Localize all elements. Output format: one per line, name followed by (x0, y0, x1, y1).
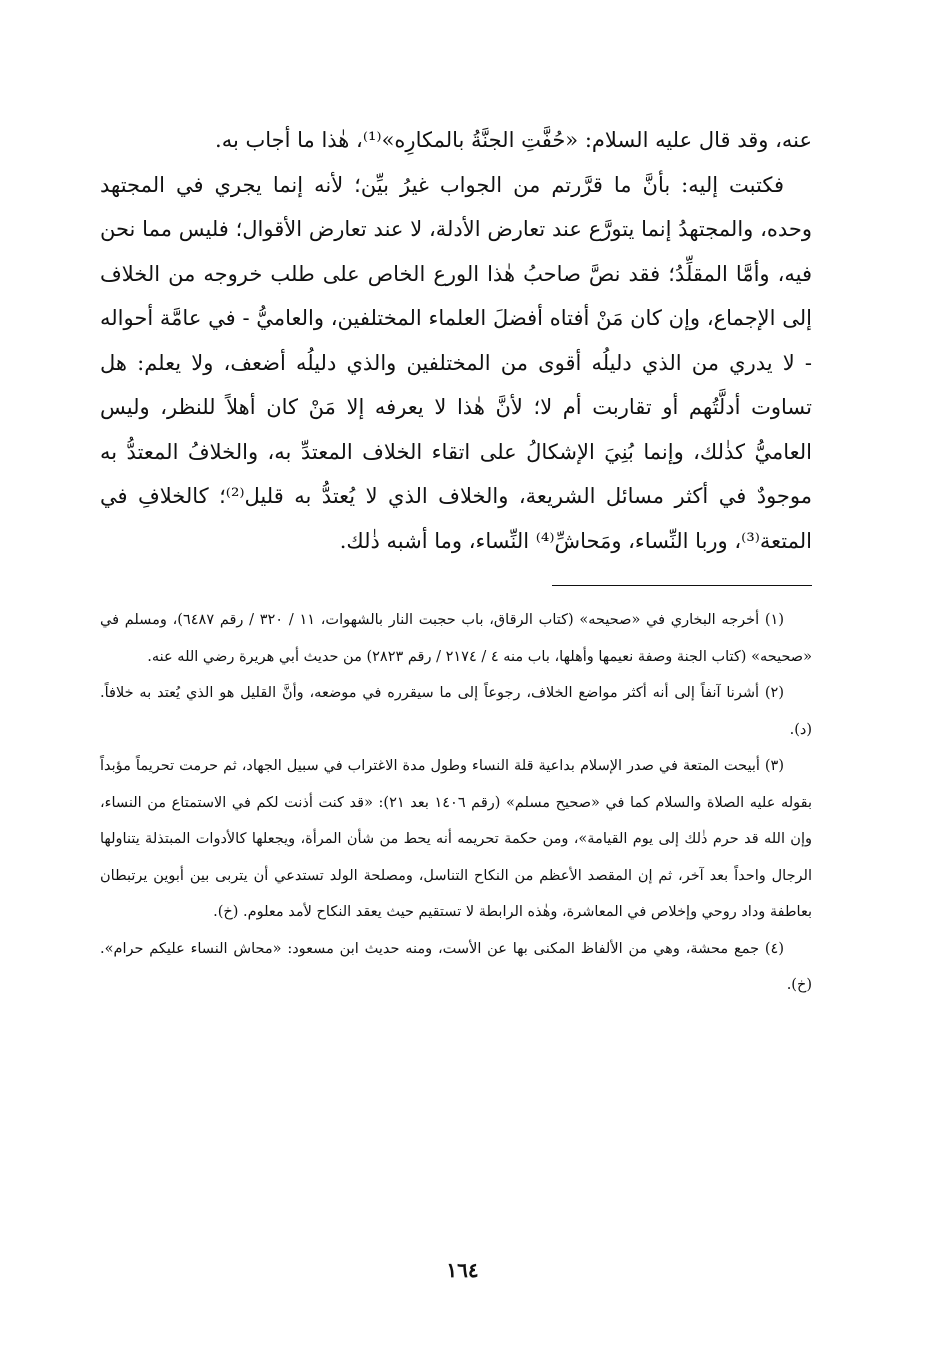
page-content (100, 118, 812, 1004)
body-paragraph-1: عنه، وقد قال عليه السلام: «حُفَّتِ الجنَّةُ بالمكارِه»⁽¹⁾، هٰذا ما أجاب به. (215, 128, 812, 152)
body-paragraph-2: فكتبت إليه: بأنَّ ما قرَّرتم من الجواب غيرُ بيِّن؛ لأنه إنما يجري في المجتهد وحده، والمجتهدُ إنما يتورَّع عند تعارض الأدلة، لا عند تعارض الأقوال؛ فليس مما نحن فيه، وأمَّا المقلِّدُ؛ فقد نصَّ صاحبُ هٰذا الورع الخاص على طلب خروجه من الخلاف إلى الإجماع، وإن كان مَنْ أفتاه أفضلَ العلماء المختلفين، والعاميُّ - في عامَّة أحواله - لا يدري من الذي دليلُه أقوى من المختلفين والذي دليلُه أضعف، ولا يعلم: هل تساوت أدلَّتُهم أو تقاربت أم لا؛ لأنَّ هٰذا لا يعرفه إلا مَنْ كان أهلاً للنظر، وليس العاميُّ كذٰلك، وإنما بُنِيَ الإشكالُ على اتقاء الخلاف المعتدِّ به، والخلافُ المعتدُّ به موجودٌ في أكثر مسائل الشريعة، والخلاف الذي لا يُعتدُّ به قليل⁽²⁾؛ كالخلافِ في المتعة⁽³⁾، وربا النِّساء، ومَحاشِّ⁽⁴⁾ النِّساء، وما أشبه ذٰلك. (100, 172, 812, 553)
page-number: ١٦٤ (446, 1258, 479, 1282)
footnote-separator (552, 585, 812, 586)
footnote-4: (٤) جمع محشة، وهي من الألفاظ المكنى بها عن الأست، ومنه حديث ابن مسعود: «محاش النساء عليكم حرام». (خ). (100, 940, 812, 993)
footnote-3: (٣) أبيحت المتعة في صدر الإسلام بداعية قلة النساء وطول مدة الاغتراب في سبيل الجهاد، ثم حرمت تحريماً مؤبداً بقوله عليه الصلاة والسلام كما في «صحيح مسلم» (رقم ١٤٠٦ بعد ٢١): «قد كنت أذنت لكم في الاستمتاع من النساء، وإن الله قد حرم ذٰلك إلى يوم القيامة»، ومن حكمة تحريمه أنه يحط من شأن المرأة، ويجعلها كالأدوات المبتذلة يتناولها الرجال واحداً بعد آخر، ثم إن المقصد الأعظم من النكاح التناسل، ومصلحة الولد تستدعي أن يتربى بين أبوين يرتبطان بعاطفة وداد روحي وإخلاص في المعاشرة، وهٰذه الرابطة لا تستقيم حيث يعقد النكاح لأمد معلوم. (خ). (100, 758, 812, 920)
main-text (100, 118, 812, 563)
footnote-2: (٢) أشرنا آنفاً إلى أنه أكثر مواضع الخلاف، رجوعاً إلى ما سيقرره في موضعه، وأنَّ القليل هو الذي يُعتد به خلافاً. (د). (100, 685, 812, 738)
footnotes (100, 602, 812, 1004)
footnote-1: (١) أخرجه البخاري في «صحيحه» (كتاب الرقاق، باب حجبت النار بالشهوات، ١١ / ٣٢٠ / رقم ٦٤٨٧)، ومسلم في «صحيحه» (كتاب الجنة وصفة نعيمها وأهلها، باب منه ٤ / ٢١٧٤ / رقم ٢٨٢٣) من حديث أبي هريرة رضي الله عنه. (100, 612, 812, 665)
